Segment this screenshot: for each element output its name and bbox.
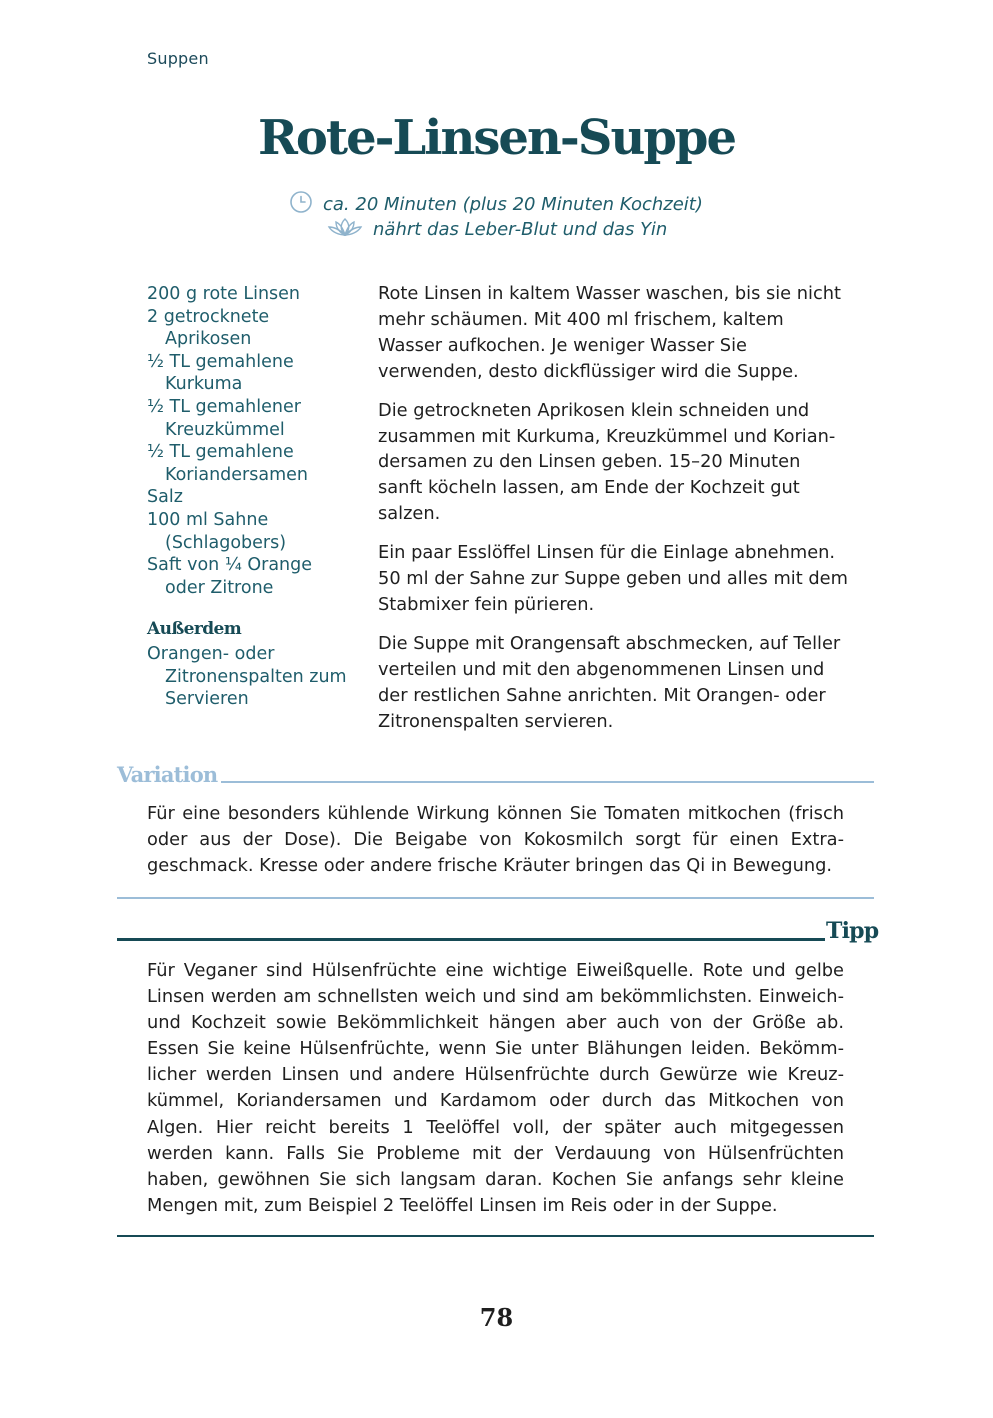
ingredient-item: 200 g rote Linsen [147, 284, 301, 304]
lotus-icon [327, 216, 363, 243]
clock-icon [289, 190, 313, 219]
tip-divider [117, 938, 825, 941]
cooking-time-text: ca. 20 Minuten (plus 20 Minuten Kochzeit) [323, 194, 703, 215]
extras-item: Orangen- oder Zitronenspalten zum Servieren [147, 644, 347, 710]
extras-heading: Außerdem [147, 619, 242, 639]
tip-heading: Tipp [826, 918, 879, 944]
preparation-step: Die getrockneten Aprikosen klein schneiden und zusammen mit Kurkuma, Kreuzkümmel und Koriandersamen zu den Linsen geben. 15–20 Minuten sanft köcheln lassen, am Ende der Kochzeit gut salzen. [378, 399, 836, 525]
tip-text: Für Veganer sind Hülsenfrüchte eine wichtige Eiweißquelle. Rote und gelbe Linsen werden am schnellsten weich und sind am bekömmlichsten. Einweich- und Kochzeit sowie Bekömmlichkeit hängen aber auch von der Größe ab. Essen Sie keine Hülsenfrüchte, wenn Sie unter Blähungen leiden. Bekömmlicher werden Linsen und andere Hülsenfrüchte durch Gewürze wie Kreuzkümmel, Koriandersamen und Kardamom oder durch das Mitkochen von Algen. Hier reicht bereits 1 Teelöffel voll, der später auch mitgegessen werden kann. Falls Sie Probleme mit der Verdauung von Hülsenfrüchten haben, gewöhnen Sie sich langsam daran. Kochen Sie anfangs sehr kleine Mengen mit, zum Beispiel 2 Teelöffel Linsen im Reis oder in der Suppe. [147, 960, 844, 1216]
ingredient-item: 100 ml Sahne (Schlagobers) [147, 509, 287, 553]
ingredient-item: Salz [147, 487, 183, 508]
variation-divider [205, 781, 874, 783]
recipe-effect-text: nährt das Leber-Blut und das Yin [373, 219, 668, 240]
variation-text: Für eine besonders kühlende Wirkung können Sie Tomaten mitkochen (frisch oder aus der Dose). Die Beigabe von Kokosmilch sorgt für einen Extrageschmack. Kresse oder andere frische Kräuter bringen das Qi in Bewegung. [147, 803, 844, 877]
preparation-step: Die Suppe mit Orangensaft abschmecken, auf Teller verteilen und mit den abgenommenen Linsen und der restlichen Sahne anrichten. Mit Orangen- oder Zitronenspalten servieren. [378, 632, 841, 732]
section-label: Suppen [147, 49, 209, 68]
ingredient-item: ½ TL gemahlene Kurkuma [147, 351, 294, 395]
ingredient-list [147, 283, 347, 599]
ingredient-item: ½ TL gemahlener Kreuzkümmel [147, 396, 301, 440]
ingredient-item: 2 getrocknete Aprikosen [147, 306, 270, 350]
preparation-step: Rote Linsen in kaltem Wasser waschen, bis sie nicht mehr schäumen. Mit 400 ml frischem, kaltem Wasser aufkochen. Je weniger Wasser Sie verwenden, desto dickflüssiger wird die Suppe. [378, 283, 842, 382]
page-number: 78 [479, 1303, 514, 1332]
tip-bottom-divider [117, 1235, 874, 1237]
recipe-effect [327, 216, 667, 243]
extras-list [147, 643, 347, 711]
preparation-step: Ein paar Esslöffel Linsen für die Einlage abnehmen. 50 ml der Sahne zur Suppe geben und alles mit dem Stabmixer fein pürieren. [378, 542, 848, 615]
cooking-time [289, 190, 703, 219]
ingredient-item: ½ TL gemahlene Koriandersamen [147, 442, 308, 485]
variation-bottom-divider [117, 897, 874, 899]
preparation-steps [378, 281, 848, 748]
ingredient-item: Saft von ¼ Orange oder Zitrone [147, 555, 313, 598]
recipe-title: Rote-Linsen-Suppe [257, 110, 736, 166]
variation-heading: Variation [117, 762, 221, 787]
